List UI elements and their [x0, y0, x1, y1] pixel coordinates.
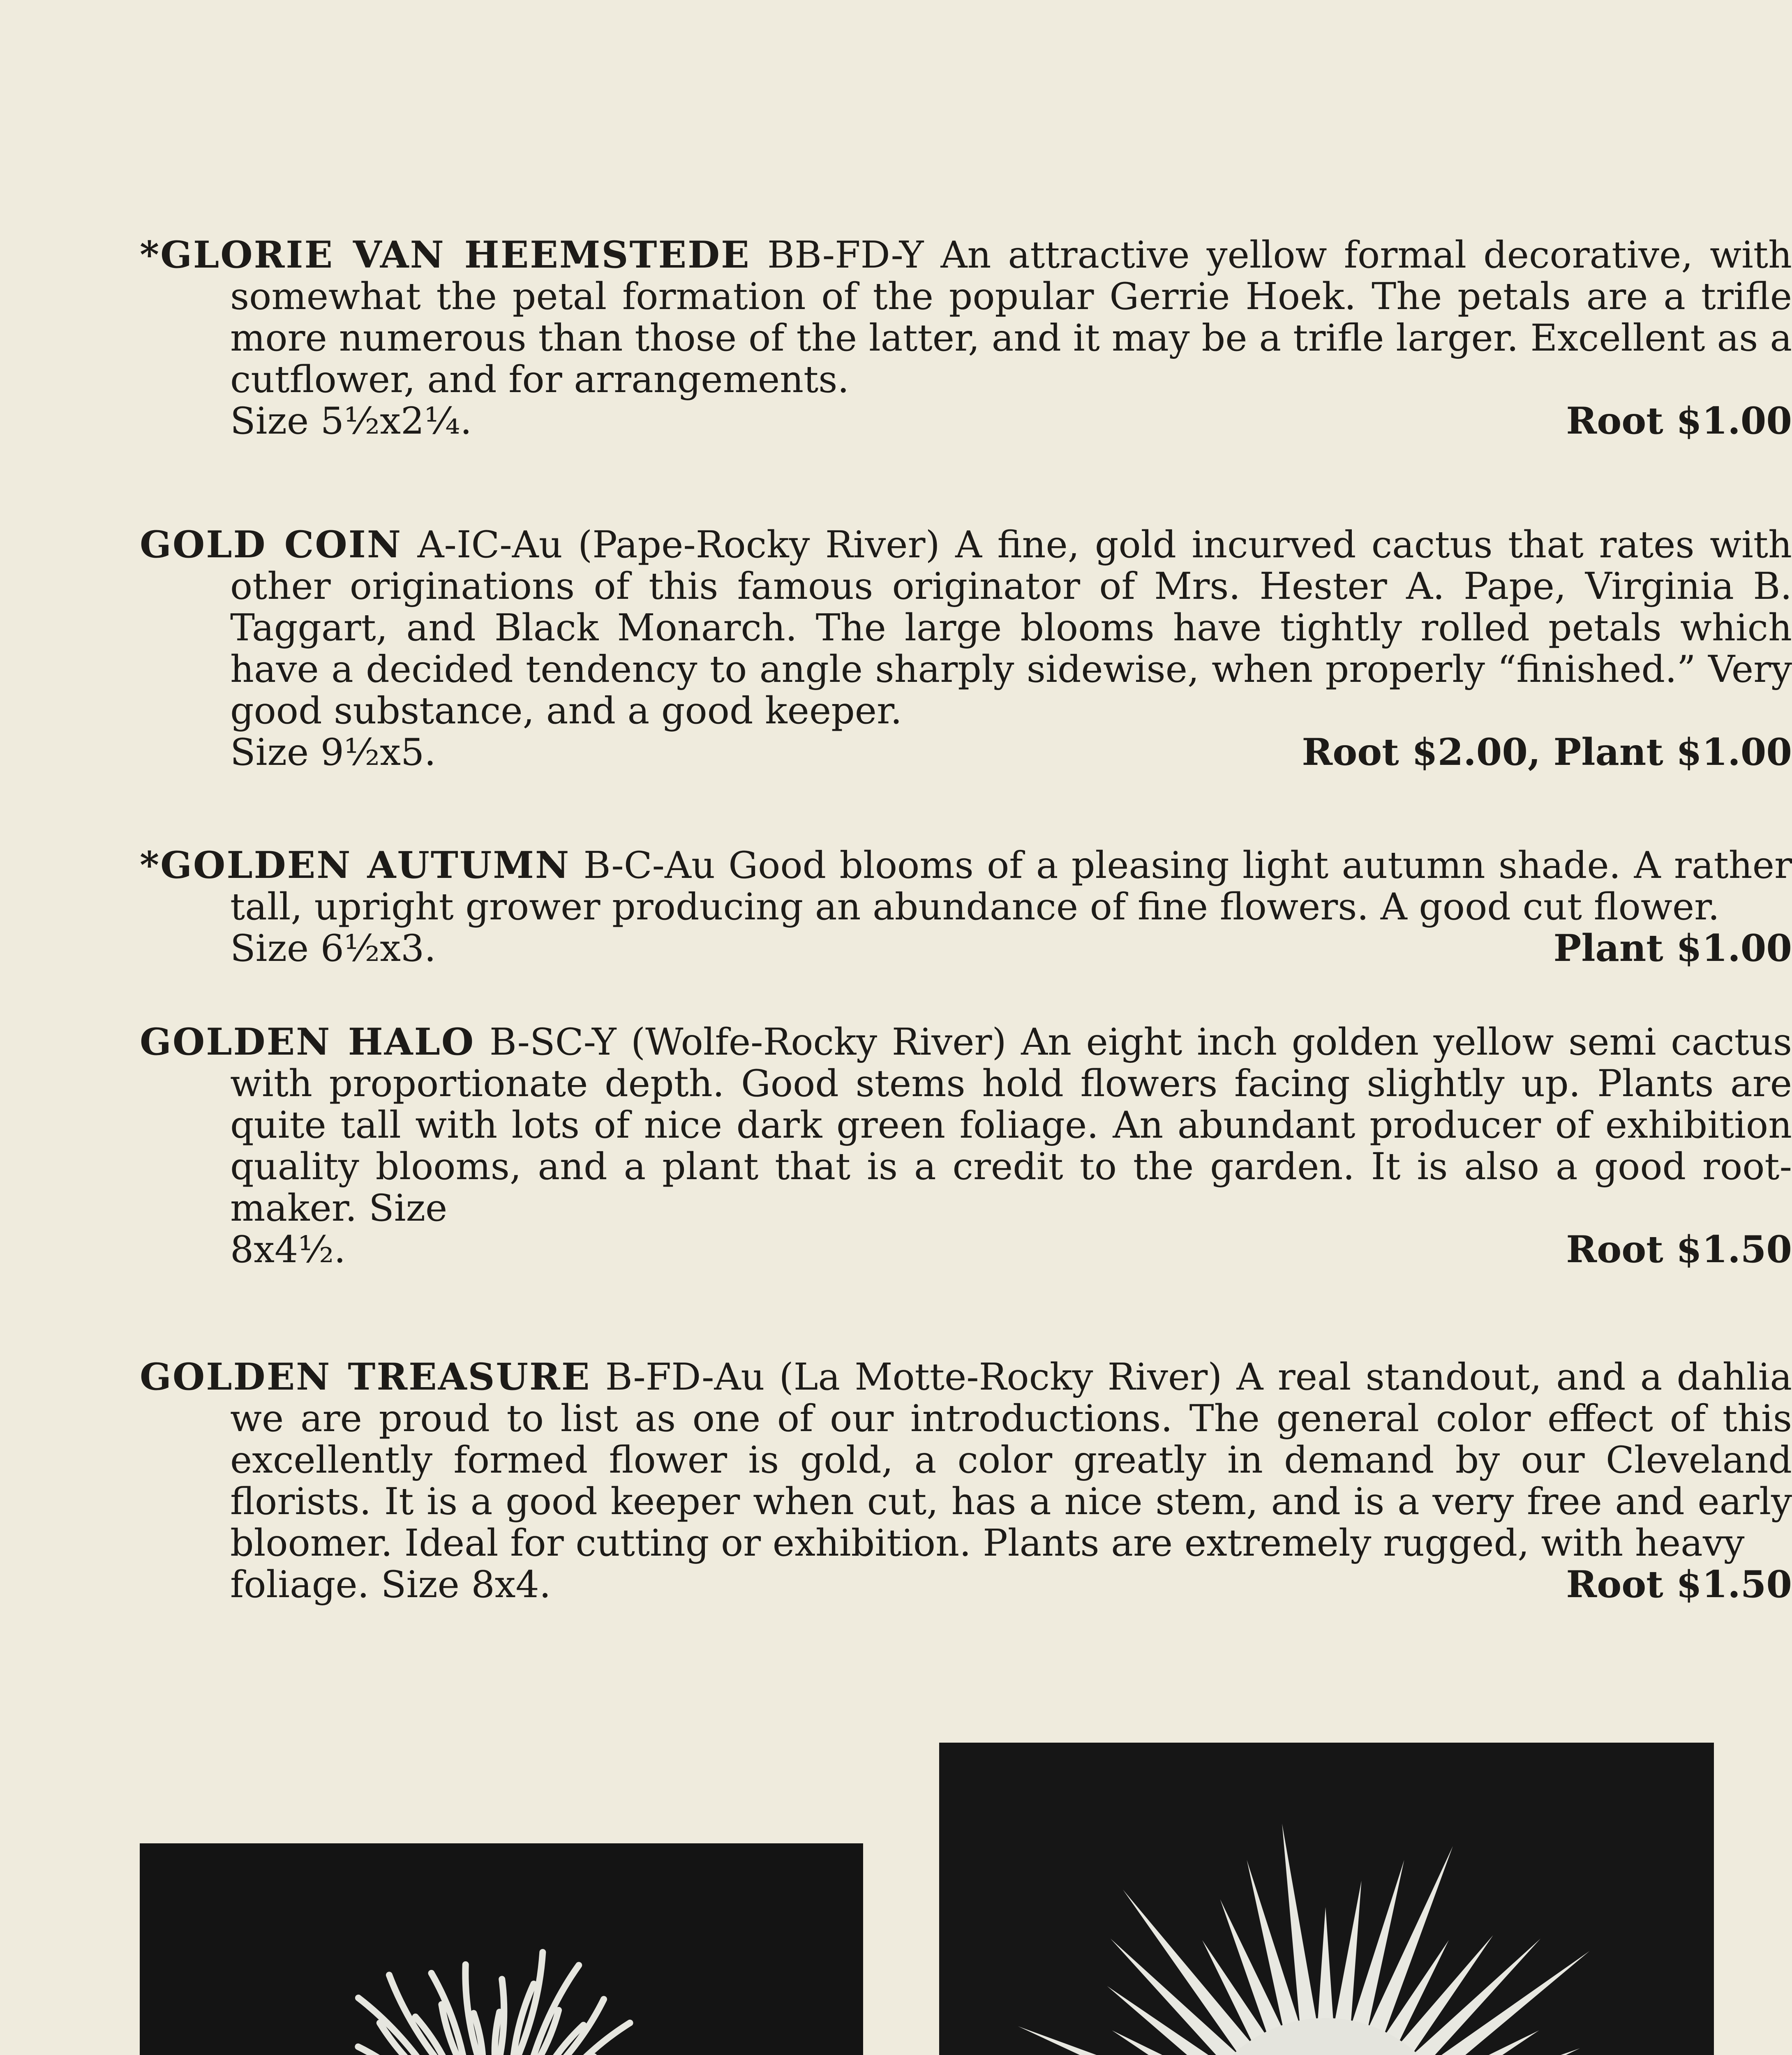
entry-price-line: [230, 1564, 1792, 1605]
entry-price-line: [230, 928, 1792, 969]
entry-description: B-SC-Y (Wolfe-Rocky River) An eight inch golden yellow semi cactus with proportionate depth. Good stems hold flowers facing slightly up. Plants are quite tall with lots of nice dark green foliage. An abundant producer of exhibition quality blooms, and a plant that is a credit to the garden. It is also a good root-maker. Size: [230, 1021, 1792, 1230]
catalog-entry-golden-halo: [140, 1021, 1792, 1270]
entry-size: 8x4½.: [230, 1228, 346, 1271]
entry-name: *GLORIE VAN HEEMSTEDE: [140, 233, 751, 277]
entry-size: foliage. Size 8x4.: [230, 1563, 551, 1606]
entry-name: GOLD COIN: [140, 523, 402, 566]
entry-size: Size 5½x2¼.: [230, 399, 472, 443]
catalog-entry-golden-treasure: [140, 1356, 1792, 1605]
semi-cactus-dahlia-photo-icon: [939, 1743, 1714, 2055]
entry-size: Size 6½x3.: [230, 927, 436, 970]
entry-price: Root $1.50: [1566, 1228, 1792, 1271]
golden-halo-photo: [939, 1743, 1714, 2055]
entry-name: GOLDEN TREASURE: [140, 1355, 591, 1399]
entry-name: GOLDEN HALO: [140, 1020, 475, 1064]
catalog-entry-glorie-van-heemstede: [140, 234, 1792, 442]
entry-price-line: [230, 400, 1792, 442]
cactus-dahlia-photo-icon: [140, 1843, 863, 2055]
entry-description: A-IC-Au (Pape-Rocky River) A fine, gold incurved cactus that rates with other originations of this famous originator of Mrs. Hester A. Pape, Virginia B. Taggart, and Black Monarch. The large blooms have tightly rolled petals which have a decided tendency to angle sharply sidewise, when properly “finished.” Very good substance, and a good keeper.: [230, 523, 1792, 732]
catalog-entry-gold-coin: [140, 524, 1792, 773]
entry-price: Root $1.50: [1566, 1563, 1792, 1606]
entry-size: Size 9½x5.: [230, 731, 436, 774]
entry-price: Plant $1.00: [1553, 926, 1792, 970]
entry-price-line: [230, 732, 1792, 773]
entry-price-line: [230, 1229, 1792, 1270]
entry-description: B-FD-Au (La Motte-Rocky River) A real standout, and a dahlia we are proud to list as one of our introductions. The general color effect of this excellently formed flower is gold, a color greatly in demand by our Cleveland florists. It is a good keeper when cut, has a nice stem, and is a very free and early bloomer. Ideal for cutting or exhibition. Plants are extremely rugged, with heavy: [230, 1355, 1792, 1565]
gold-coin-photo: [140, 1843, 863, 2055]
entry-description: BB-FD-Y An attractive yellow formal decorative, with somewhat the petal formation of the popular Gerrie Hoek. The petals are a trifle more numerous than those of the latter, and it may be a trifle larger. Excellent as a cutflower, and for arrangements.: [230, 233, 1792, 401]
entry-description: B-C-Au Good blooms of a pleasing light autumn shade. A rather tall, upright grower producing an abundance of fine flowers. A good cut flower.: [230, 844, 1792, 928]
entry-price: Root $1.00: [1566, 399, 1792, 443]
entry-name: *GOLDEN AUTUMN: [140, 843, 570, 887]
catalog-entry-golden-autumn: [140, 845, 1792, 969]
entry-price: Root $2.00, Plant $1.00: [1302, 730, 1792, 774]
